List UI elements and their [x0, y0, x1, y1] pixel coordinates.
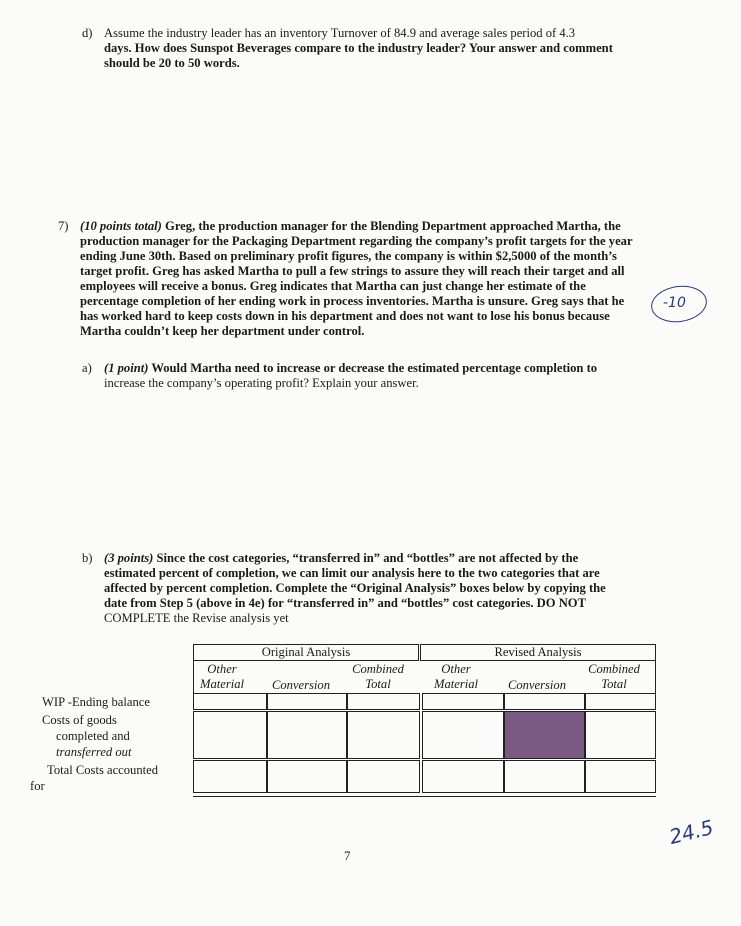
q6d-line-3: should be 20 to 50 words. [104, 56, 240, 70]
cell-ctf-orig-other[interactable] [193, 711, 267, 759]
q6d-text [104, 26, 664, 71]
rev-conversion-header: Conversion [507, 678, 567, 692]
q6d-label: d) [82, 26, 93, 40]
q7b-line-2: estimated percent of completion, we can limit our analysis here to the two categories that are [104, 566, 600, 580]
q7a-label: a) [82, 361, 92, 375]
q7-line-2: production manager for the Packaging Department regarding the company’s profit targets for the year [80, 234, 633, 248]
q7a-text [104, 361, 644, 391]
rev-combined-total-header: Combined Total [588, 662, 640, 691]
page-number: 7 [344, 848, 351, 863]
cell-ctf-orig-conversion[interactable] [267, 711, 347, 759]
cell-ctf-orig-combined[interactable] [347, 711, 420, 759]
original-analysis-header: Original Analysis [261, 645, 351, 659]
cell-wip-rev-other[interactable] [422, 693, 504, 710]
q7a-line-1: Would Martha need to increase or decrease the estimated percentage completion to [148, 361, 598, 375]
q7a-line-2: increase the company’s operating profit? Explain your answer. [104, 376, 419, 390]
q7-line-6: percentage completion of her ending work in process inventories. Martha is unsure. Greg says that he [80, 294, 625, 308]
rev-other-material-header: Other Material [433, 662, 479, 691]
q7b-label: b) [82, 551, 93, 565]
cell-ctf-rev-combined[interactable] [585, 711, 656, 759]
q7b-points: (3 points) [104, 551, 154, 565]
cell-ctf-rev-other[interactable] [422, 711, 504, 759]
cell-wip-orig-conversion[interactable] [267, 693, 347, 710]
q7b-line-3: affected by percent completion. Complete the “Original Analysis” boxes below by copying the [104, 581, 606, 595]
cell-total-rev-combined[interactable] [585, 760, 656, 793]
row-label-wip-ending: WIP -Ending balance [42, 695, 150, 709]
cell-wip-orig-other[interactable] [193, 693, 267, 710]
handwritten-grade: 24.5 [666, 814, 716, 850]
q7a-points: (1 point) [104, 361, 149, 375]
orig-conversion-header: Conversion [271, 678, 331, 692]
q6d-line-1: Assume the industry leader has an inventory Turnover of 84.9 and average sales period of 4.3 [104, 26, 576, 40]
cell-total-orig-conversion[interactable] [267, 760, 347, 793]
q7-number: 7) [58, 219, 69, 233]
q7-line-8: Martha couldn’t keep her department under control. [80, 324, 365, 338]
orig-other-material-header: Other Material [199, 662, 245, 691]
orig-combined-total-header: Combined Total [352, 662, 404, 691]
margin-score: -10 [663, 295, 686, 311]
q7-line-5: employees will receive a bonus. Greg indicates that Martha can just change her estimate of the [80, 279, 586, 293]
revised-analysis-header: Revised Analysis [494, 645, 582, 659]
q7b-line-5: COMPLETE the Revise analysis yet [104, 611, 289, 625]
q7-line-7: has worked hard to keep costs down in his department and does not want to lose his bonus because [80, 309, 610, 323]
q7-line-1: Greg, the production manager for the Blending Department approached Martha, the [161, 219, 621, 233]
cell-ctf-rev-conversion-shaded [504, 711, 585, 759]
cell-total-orig-combined[interactable] [347, 760, 420, 793]
cell-total-orig-other[interactable] [193, 760, 267, 793]
table-right-rule [655, 660, 656, 696]
cell-total-rev-conversion[interactable] [504, 760, 585, 793]
row-label-total-costs: Total Costs accounted for [30, 763, 159, 793]
q7b-line-1: Since the cost categories, “transferred in” and “bottles” are not affected by the [153, 551, 579, 565]
q6d-line-2: days. How does Sunspot Beverages compare to the industry leader? Your answer and comment [104, 41, 613, 55]
q7-line-4: target profit. Greg has asked Martha to pull a few strings to assure they will reach their target and all [80, 264, 625, 278]
q7b-text [104, 551, 654, 626]
row-label-costs-completed: Costs of goods completed and transferred out [42, 713, 132, 759]
q7-line-3: ending June 30th. Based on preliminary profit figures, the company is within $2,5000 of the month’s [80, 249, 617, 263]
table-bottom-rule [193, 796, 656, 797]
cell-wip-orig-combined[interactable] [347, 693, 420, 710]
cell-total-rev-other[interactable] [422, 760, 504, 793]
cell-wip-rev-combined[interactable] [585, 693, 656, 710]
cell-wip-rev-conversion[interactable] [504, 693, 585, 710]
q7-text [80, 219, 650, 339]
q7-points: (10 points total) [80, 219, 162, 233]
q7b-line-4: date from Step 5 (above in 4e) for “transferred in” and “bottles” cost categories. DO NOT [104, 596, 586, 610]
